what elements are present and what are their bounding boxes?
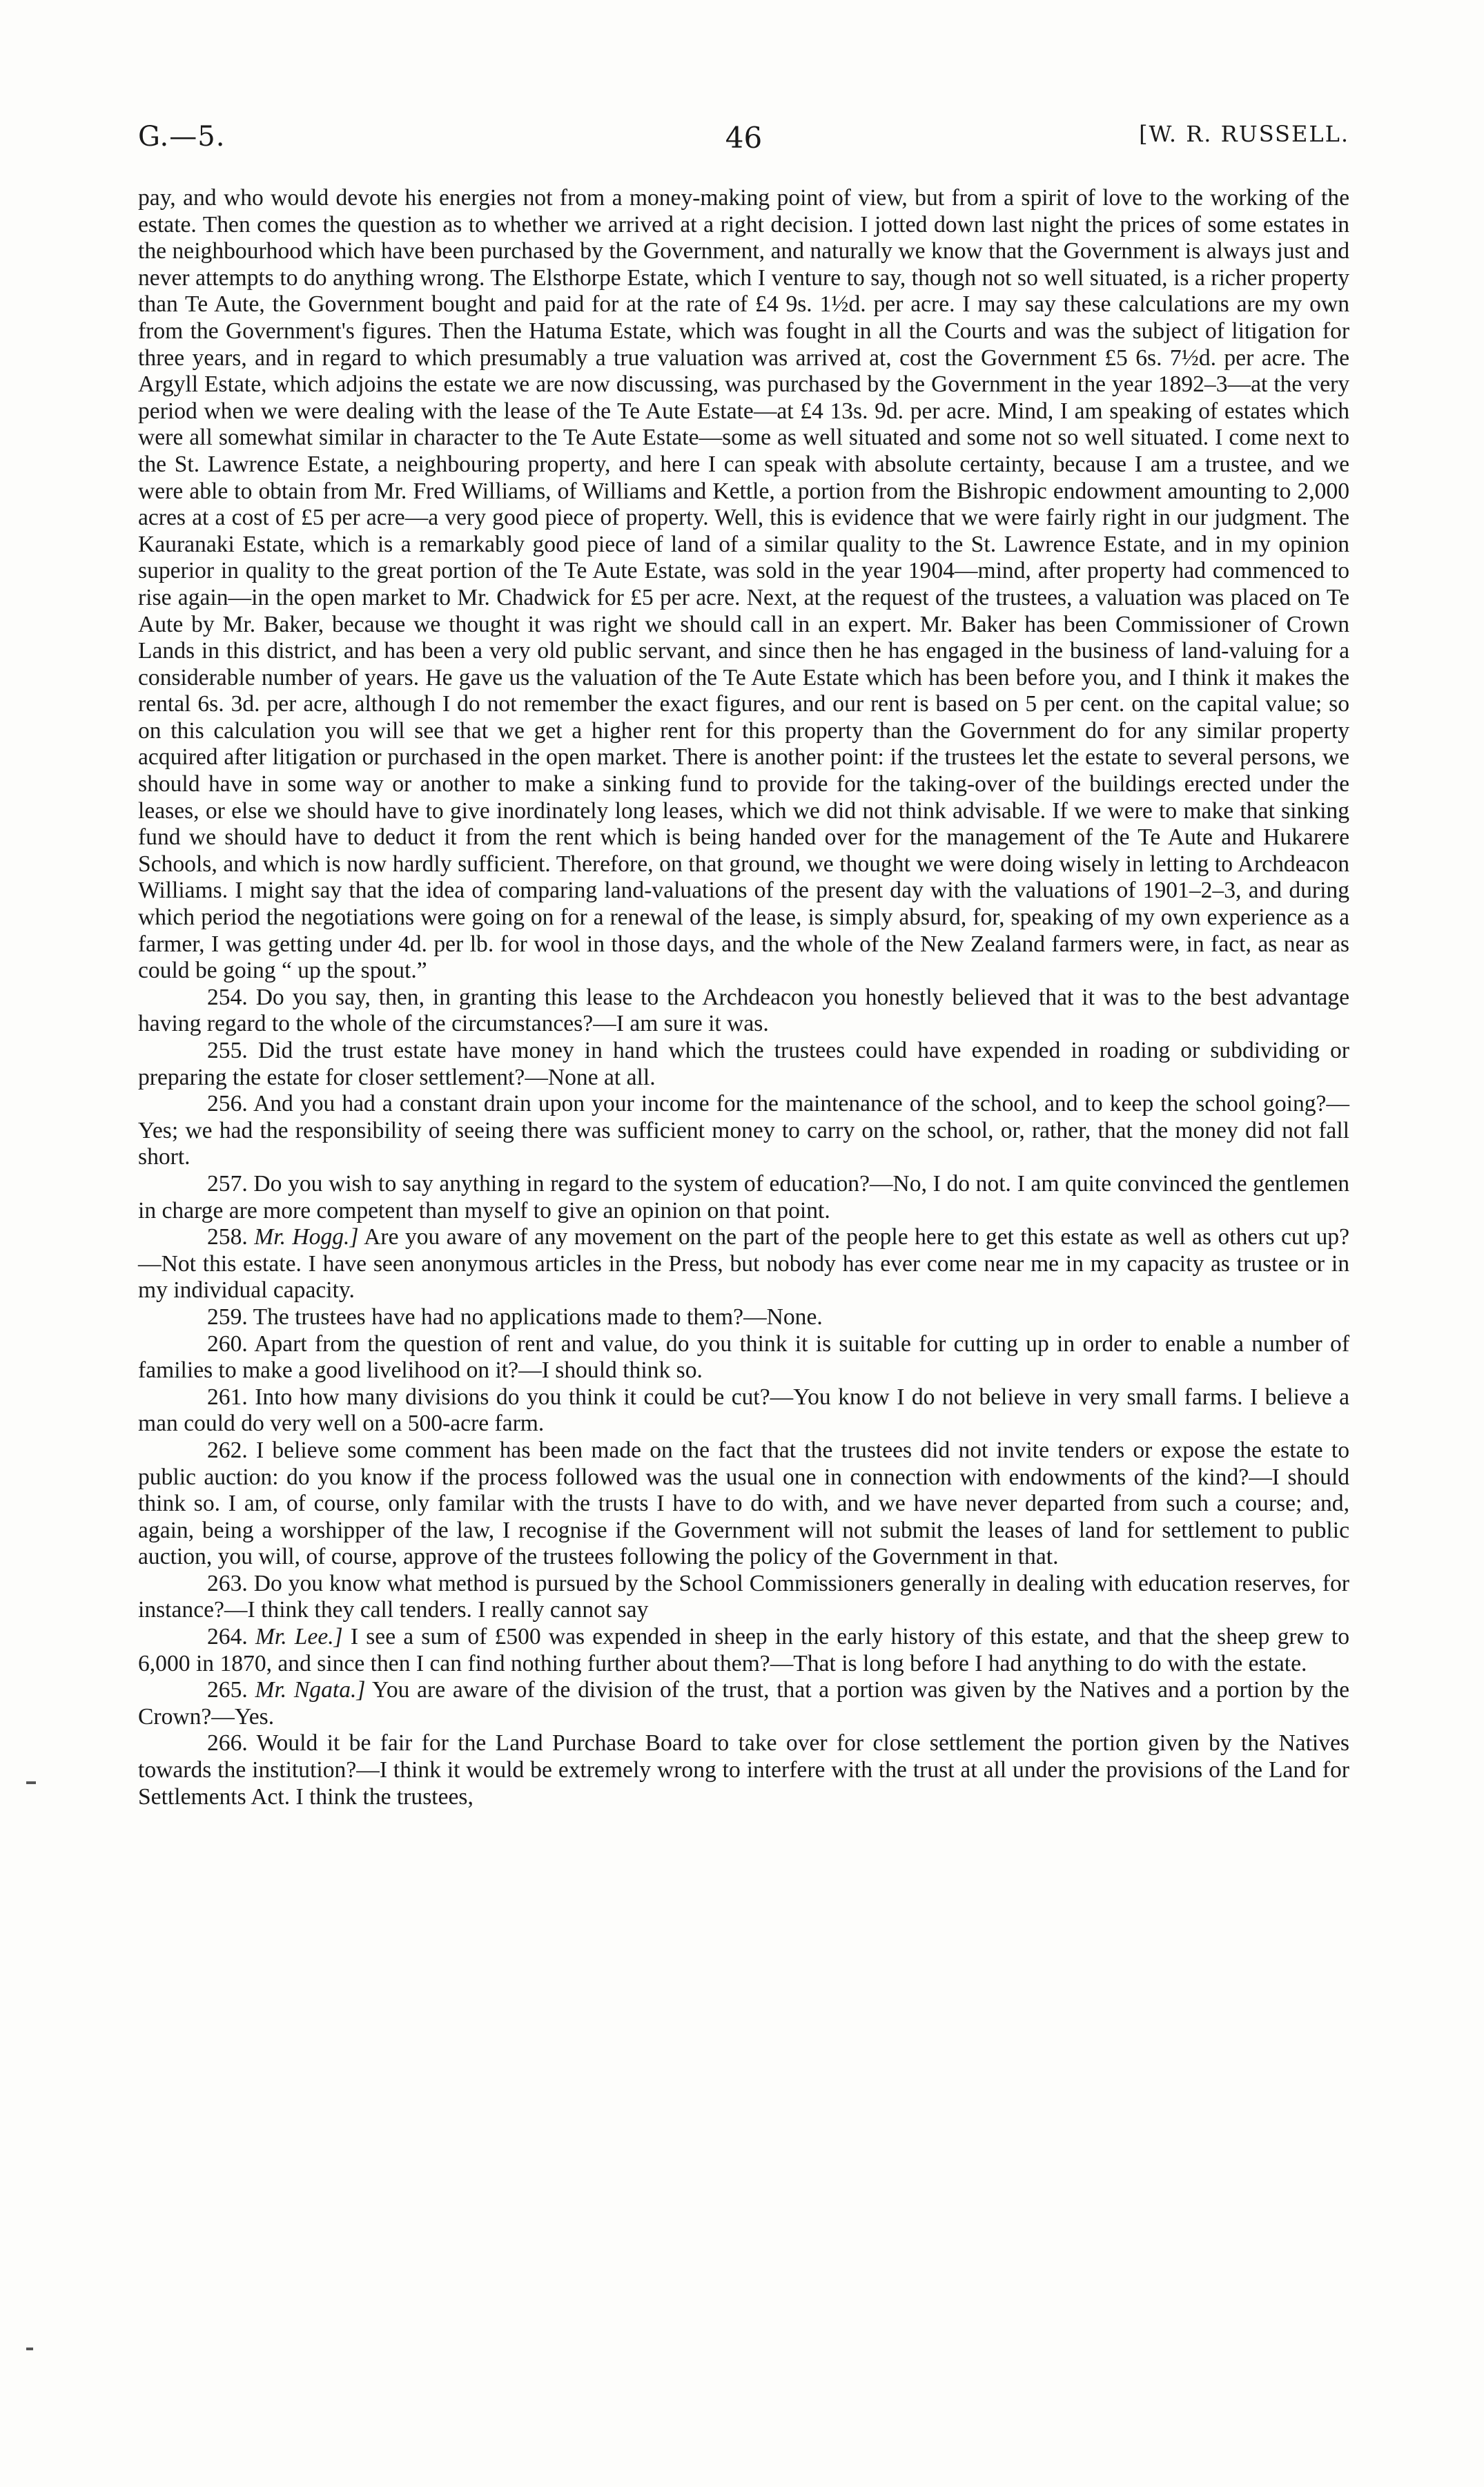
question-number: 265.: [207, 1677, 248, 1703]
question-number: 264.: [207, 1624, 248, 1650]
question-number: 260.: [207, 1330, 248, 1357]
question-text: The trustees have had no applications made to them?—None.: [253, 1304, 823, 1330]
question-256: [138, 1091, 1349, 1171]
question-text: Do you know what method is pursued by the School Commissioners generally in dealing with education reserves, for instance?—I think they call tenders. I really cannot say: [138, 1570, 1349, 1623]
question-261: [138, 1384, 1349, 1438]
question-text: I see a sum of £500 was expended in sheep in the early history of this estate, and that the sheep grew to 6,000 in 1870, and since then I can find nothing further about them?—That is long before I had anything to do with the estate.: [138, 1624, 1349, 1676]
speaker-name: Mr. Lee.]: [255, 1624, 343, 1650]
question-number: 258.: [207, 1224, 248, 1250]
question-number: 259.: [207, 1304, 248, 1330]
question-258: [138, 1224, 1349, 1304]
question-text: Would it be fair for the Land Purchase Board to take over for close settlement the portion given by the Natives towards the institution?—I think it would be extremely wrong to interfere with the trust at all under the provisions of the Land for Settlements Act. I think the trustees,: [138, 1730, 1349, 1810]
question-text: Do you say, then, in granting this lease to the Archdeacon you honestly believed that it was to the best advantage having regard to the whole of the circumstances?—I am sure it was.: [138, 984, 1349, 1037]
question-number: 262.: [207, 1437, 248, 1463]
report-code: G.—5.: [138, 121, 226, 153]
question-257: [138, 1171, 1349, 1224]
question-text: Did the trust estate have money in hand which the trustees could have expended in roading or subdividing or preparing the estate for closer settlement?—None at all.: [138, 1038, 1349, 1090]
question-number: 257.: [207, 1170, 248, 1197]
question-266: [138, 1730, 1349, 1810]
question-text: Apart from the question of rent and value, do you think it is suitable for cutting up in order to enable a number of families to make a good livelihood on it?—I should think so.: [138, 1330, 1350, 1384]
question-number: 254.: [207, 984, 248, 1010]
question-255: [138, 1038, 1349, 1091]
question-text: Do you wish to say anything in regard to the system of education?—No, I do not. I am quite convinced the gentlemen in charge are more competent than myself to give an opinion on that point.: [138, 1170, 1349, 1223]
speaker-name: Mr. Ngata.]: [255, 1677, 366, 1703]
question-number: 261.: [207, 1384, 248, 1410]
continued-answer-paragraph: pay, and who would devote his energies not from a money-making point of view, but from a spirit of love to the working of the estate. Then comes the question as to whether we arrived at a right decision. I jotted down last night the prices of some estates in the neighbourhood which have been purchased by the Government, and naturally we know that the Government is always just and never attempts to do anything wrong. The Elsthorpe Estate, which I venture to say, though not so well situated, is a richer property than Te Aute, the Government bought and paid for at the rate of £4 9s. 1½d. per acre. I may say these calculations are my own from the Government's figures. Then the Hatuma Estate, which was fought in all the Courts and was the subject of litigation for three years, and in regard to which presumably a true valuation was arrived at, cost the Government £5 6s. 7½d. per acre. The Argyll Estate, which adjoins the estate we are now discussing, was purchased by the Government in the year 1892–3—at the very period when we were dealing with the lease of the Te Aute Estate—at £4 13s. 9d. per acre. Mind, I am speaking of estates which were all somewhat similar in character to the Te Aute Estate—some as well situated and some not so well situated. I come next to the St. Lawrence Estate, a neighbouring property, and here I can speak with absolute certainty, because I am a trustee, and we were able to obtain from Mr. Fred Williams, of Williams and Kettle, a portion from the Bishropic endowment amounting to 2,000 acres at a cost of £5 per acre—a very good piece of property. Well, this is evidence that we were fairly right in our judgment. The Kauranaki Estate, which is a remarkably good piece of land of a similar quality to the St. Lawrence Estate, and in my opinion superior in quality to the great portion of the Te Aute Estate, was sold in the year 1904—mind, after property had commenced to rise again—in the open market to Mr. Chadwick for £5 per acre. Next, at the request of the trustees, a valuation was placed on Te Aute by Mr. Baker, because we thought it was right we should call in an expert. Mr. Baker has been Commissioner of Crown Lands in this district, and has been a very old public servant, and since then he has engaged in the business of land-valuing for a considerable number of years. He gave us the valuation of the Te Aute Estate which has been before you, and I think it makes the rental 6s. 3d. per acre, although I do not remember the exact figures, and our rent is based on 5 per cent. on the capital value; so on this calculation you will see that we get a higher rent for this property than the Government do for any similar property acquired after litigation or purchased in the open market. There is another point: if the trustees let the estate to several persons, we should have in some way or another to make a sinking fund to provide for the taking-over of the buildings erected under the leases, or else we should have to give inordinately long leases, which we did not think advisable. If we were to make that sinking fund we should have to deduct it from the rent which is being handed over for the management of the Te Aute and Hukarere Schools, and which is now hardly sufficient. Therefore, on that ground, we thought we were doing wisely in letting to Archdeacon Williams. I might say that the idea of comparing land-valuations of the present day with the valuations of 1901–2–3, and during which period the negotiations were going on for a renewal of the lease, is simply absurd, for, speaking of my own experience as a farmer, I was getting under 4d. per lb. for wool in those days, and the whole of the New Zealand farmers were, in fact, as near as could be going “ up the spout.”: [138, 185, 1349, 984]
question-254: [138, 985, 1349, 1038]
question-number: 256.: [207, 1091, 248, 1117]
witness-name: [W. R. RUSSELL.: [1139, 121, 1349, 147]
question-text: And you had a constant drain upon your income for the maintenance of the school, and to keep the school going?—Yes; we had the responsibility of seeing there was sufficient money to carry on the school, or, rather, that the money did not fall short.: [138, 1091, 1350, 1170]
page-header: [138, 121, 1349, 162]
question-text: You are aware of the division of the trust, that a portion was given by the Natives and a portion by the Crown?—Yes.: [138, 1677, 1349, 1730]
question-262: [138, 1438, 1349, 1571]
question-text: Into how many divisions do you think it could be cut?—You know I do not believe in very small farms. I believe a man could do very well on a 500-acre farm.: [138, 1384, 1349, 1437]
question-number: 266.: [207, 1730, 248, 1757]
question-264: [138, 1624, 1349, 1677]
question-number: 255.: [207, 1038, 248, 1063]
page-number: 46: [725, 121, 763, 155]
question-text: I believe some comment has been made on the fact that the trustees did not invite tenders or expose the estate to public auction: do you know if the process followed was the usual one in connection with endowments of the kind?—I should think so. I am, of course, only familar with the trusts I have to do with, and we have never departed from such a course; and, again, being a worshipper of the law, I recognise if the Government will not submit the leases of land for settlement to public auction, you will, of course, approve of the trustees following the policy of the Government in that.: [138, 1437, 1350, 1570]
body-text: [138, 185, 1349, 1810]
question-263: [138, 1571, 1349, 1624]
question-259: [138, 1304, 1349, 1331]
question-260: [138, 1331, 1349, 1384]
question-265: [138, 1677, 1349, 1730]
margin-mark: [26, 2348, 33, 2350]
question-text: Are you aware of any movement on the part of the people here to get this estate as well as others cut up?—Not this estate. I have seen anonymous articles in the Press, but nobody has ever come near me in my capacity as trustee or in my individual capacity.: [138, 1224, 1350, 1304]
margin-mark: [26, 1781, 36, 1784]
question-number: 263.: [207, 1570, 248, 1596]
speaker-name: Mr. Hogg.]: [254, 1224, 359, 1250]
